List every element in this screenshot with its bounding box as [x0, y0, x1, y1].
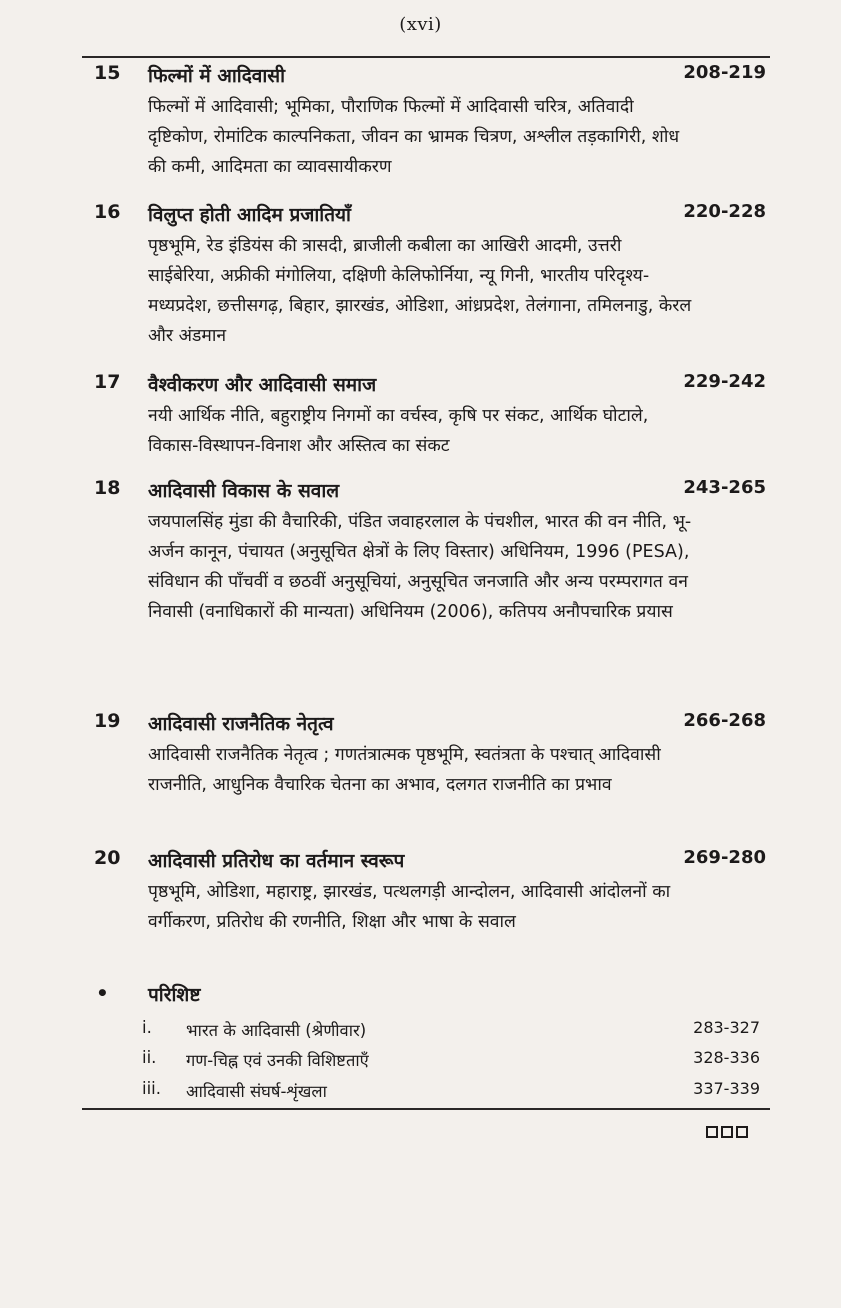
chapter-description: नयी आर्थिक नीति, बहुराष्ट्रीय निगमों का वर्चस्व, कृषि पर संकट, आर्थिक घोटाले, विकास-विस्थापन-विनाश और अस्तित्व का संकट: [148, 406, 649, 456]
toc-entry-18: [82, 477, 770, 697]
appendix-item-pages: 328-336: [693, 1048, 760, 1067]
appendix-item-number: i.: [142, 1018, 152, 1037]
appendix-item-number: iii.: [142, 1079, 161, 1098]
chapter-number: 20: [94, 847, 121, 869]
square-icon: [706, 1126, 718, 1138]
chapter-pages: 243-265: [683, 477, 766, 498]
toc-entry-20: [82, 847, 770, 967]
end-of-section-mark: [706, 1126, 748, 1138]
appendix-item: [142, 1048, 762, 1074]
square-icon: [721, 1126, 733, 1138]
toc-entry-17: [82, 371, 770, 461]
chapter-title: वैश्वीकरण और आदिवासी समाज: [148, 374, 377, 396]
appendix-item: [142, 1018, 762, 1044]
appendix-item-label: भारत के आदिवासी (श्रेणीवार): [186, 1021, 367, 1040]
appendix-item-label: आदिवासी संघर्ष-शृंखला: [186, 1082, 327, 1101]
appendix-item-pages: 337-339: [693, 1079, 760, 1098]
chapter-pages: 229-242: [683, 371, 766, 392]
toc-entry-16: [82, 201, 770, 356]
chapter-number: 16: [94, 201, 121, 223]
chapter-number: 18: [94, 477, 121, 499]
chapter-pages: 208-219: [683, 62, 766, 83]
chapter-title: फिल्मों में आदिवासी: [148, 65, 286, 87]
bullet-icon: •: [96, 981, 109, 1005]
chapter-description: फिल्मों में आदिवासी; भूमिका, पौराणिक फिल्मों में आदिवासी चरित्र, अतिवादी दृष्टिकोण, रोमांटिक काल्पनिकता, जीवन का भ्रामक चित्रण, अश्लील तड़कागिरी, शोध की कमी, आदिमता का व्यावसायीकरण: [148, 97, 680, 177]
toc-entry-19: [82, 710, 770, 830]
square-icon: [736, 1126, 748, 1138]
page-number: (xvi): [399, 14, 442, 35]
chapter-number: 17: [94, 371, 121, 393]
chapter-number: 15: [94, 62, 121, 84]
bottom-rule: [82, 1108, 770, 1110]
appendix-item-number: ii.: [142, 1048, 157, 1067]
chapter-pages: 266-268: [683, 710, 766, 731]
chapter-pages: 269-280: [683, 847, 766, 868]
chapter-description: आदिवासी राजनैतिक नेतृत्व ; गणतंत्रात्मक पृष्ठभूमि, स्वतंत्रता के पश्चात् आदिवासी राजनीति, आधुनिक वैचारिक चेतना का अभाव, दलगत राजनीति का प्रभाव: [148, 745, 661, 795]
appendix-title: परिशिष्ट: [148, 984, 201, 1006]
chapter-title: आदिवासी विकास के सवाल: [148, 480, 340, 502]
appendix-item-label: गण-चिह्न एवं उनकी विशिष्टताएँ: [186, 1051, 369, 1070]
chapter-title: आदिवासी प्रतिरोध का वर्तमान स्वरूप: [148, 850, 405, 872]
top-rule: [82, 56, 770, 58]
appendix-item: [142, 1079, 762, 1105]
chapter-description: पृष्ठभूमि, ओडिशा, महाराष्ट्र, झारखंड, पत्थलगड़ी आन्दोलन, आदिवासी आंदोलनों का वर्गीकरण, प्रतिरोध की रणनीति, शिक्षा और भाषा के सवाल: [148, 882, 671, 932]
chapter-title: विलुप्त होती आदिम प्रजातियाँ: [148, 204, 351, 226]
chapter-description: जयपालसिंह मुंडा की वैचारिकी, पंडित जवाहरलाल के पंचशील, भारत की वन नीति, भू-अर्जन कानून, पंचायत (अनुसूचित क्षेत्रों के लिए विस्तार) अधिनियम, 1996 (PESA), संविधान की पाँचवीं व छठवीं अनुसूचियां, अनुसूचित जनजाति और अन्य परम्परागत वन निवासी (वनाधिकारों की मान्यता) अधिनियम (2006), कतिपय अनौपचारिक प्रयास: [148, 512, 692, 622]
chapter-number: 19: [94, 710, 121, 732]
chapter-description: पृष्ठभूमि, रेड इंडियंस की त्रासदी, ब्राजीली कबीला का आखिरी आदमी, उत्तरी साईबेरिया, अफ्रीकी मंगोलिया, दक्षिणी केलिफोर्निया, न्यू गिनी, भारतीय परिदृश्य- मध्यप्रदेश, छत्तीसगढ़, बिहार, झारखंड, ओडिशा, आंध्रप्रदेश, तेलंगाना, तमिलनाडु, केरल और अंडमान: [148, 236, 692, 346]
chapter-pages: 220-228: [683, 201, 766, 222]
chapter-title: आदिवासी राजनैतिक नेतृत्व: [148, 713, 334, 735]
appendix-item-pages: 283-327: [693, 1018, 760, 1037]
toc-entry-15: [82, 62, 770, 182]
